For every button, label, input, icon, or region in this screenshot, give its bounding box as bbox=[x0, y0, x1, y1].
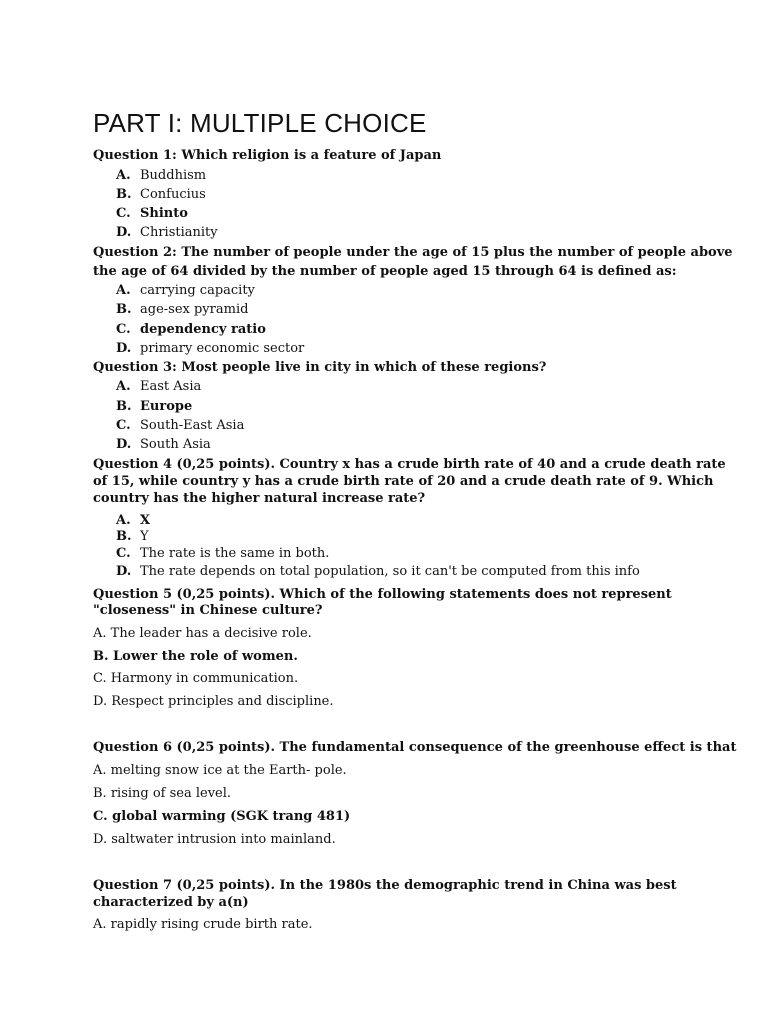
option-letter: D. bbox=[116, 564, 132, 579]
option-letter: C. bbox=[116, 418, 131, 433]
option-letter: C. bbox=[116, 322, 131, 337]
option-text: East Asia bbox=[140, 379, 202, 394]
option-letter: B. bbox=[116, 399, 132, 414]
question-4-line-1: Question 4 (0,25 points). Country x has a crude birth rate of 40 and a crude death rate bbox=[93, 457, 726, 472]
q5-option-b: B. Lower the role of women. bbox=[93, 649, 298, 664]
q1-option-d bbox=[116, 224, 218, 241]
option-text: primary economic sector bbox=[140, 341, 305, 356]
q6-option-b: B. rising of sea level. bbox=[93, 786, 232, 801]
q6-option-d: D. saltwater intrusion into mainland. bbox=[93, 832, 336, 847]
question-3-text: Question 3: Most people live in city in which of these regions? bbox=[93, 360, 547, 375]
question-4-line-3: country has the higher natural increase rate? bbox=[93, 491, 426, 506]
option-letter: A. bbox=[116, 379, 131, 394]
q2-option-a bbox=[116, 282, 255, 299]
q1-option-c bbox=[116, 205, 188, 222]
option-letter: B. bbox=[116, 187, 132, 202]
q3-option-b bbox=[116, 398, 192, 415]
question-4-line-2: of 15, while country y has a crude birth rate of 20 and a crude death rate of 9. Which bbox=[93, 474, 714, 489]
q5-option-d: D. Respect principles and discipline. bbox=[93, 694, 334, 709]
q6-option-a: A. melting snow ice at the Earth- pole. bbox=[93, 763, 347, 778]
option-letter: B. bbox=[116, 529, 132, 544]
option-text: dependency ratio bbox=[140, 322, 266, 337]
q6-option-c: C. global warming (SGK trang 481) bbox=[93, 809, 351, 824]
q2-option-b bbox=[116, 301, 248, 318]
option-letter: C. bbox=[116, 546, 131, 561]
question-6-text: Question 6 (0,25 points). The fundamental consequence of the greenhouse effect is that bbox=[93, 740, 737, 755]
option-letter: D. bbox=[116, 225, 132, 240]
q4-option-a bbox=[116, 512, 150, 529]
q4-option-c bbox=[116, 545, 329, 562]
option-text: carrying capacity bbox=[140, 283, 255, 298]
option-letter: A. bbox=[116, 168, 131, 183]
q2-option-c bbox=[116, 321, 266, 338]
q2-option-d bbox=[116, 340, 304, 357]
option-letter: A. bbox=[116, 283, 131, 298]
question-1-text: Question 1: Which religion is a feature of Japan bbox=[93, 148, 442, 163]
q5-option-a: A. The leader has a decisive role. bbox=[93, 626, 312, 641]
question-5-line-1: Question 5 (0,25 points). Which of the following statements does not represent bbox=[93, 587, 672, 602]
question-7-line-1: Question 7 (0,25 points). In the 1980s the demographic trend in China was best bbox=[93, 878, 677, 893]
q3-option-c bbox=[116, 417, 244, 434]
q4-option-d bbox=[116, 563, 640, 580]
q3-option-a bbox=[116, 378, 201, 395]
option-text: Y bbox=[140, 529, 149, 544]
option-letter: D. bbox=[116, 341, 132, 356]
option-text: Shinto bbox=[140, 206, 188, 221]
option-letter: C. bbox=[116, 206, 131, 221]
option-text: X bbox=[140, 513, 151, 528]
option-letter: D. bbox=[116, 437, 132, 452]
page-title: PART I: MULTIPLE CHOICE bbox=[93, 108, 427, 138]
q1-option-b bbox=[116, 186, 206, 203]
option-text: Buddhism bbox=[140, 168, 207, 183]
q5-option-c: C. Harmony in communication. bbox=[93, 671, 299, 686]
option-text: South Asia bbox=[140, 437, 211, 452]
option-text: The rate depends on total population, so it can't be computed from this info bbox=[140, 564, 640, 579]
option-text: The rate is the same in both. bbox=[140, 546, 330, 561]
option-letter: A. bbox=[116, 513, 131, 528]
q1-option-a bbox=[116, 167, 206, 184]
q7-option-a: A. rapidly rising crude birth rate. bbox=[93, 917, 313, 932]
q3-option-d bbox=[116, 436, 211, 453]
question-2-line-2: the age of 64 divided by the number of people aged 15 through 64 is defined as: bbox=[93, 264, 677, 279]
option-text: Confucius bbox=[140, 187, 206, 202]
question-5-line-2: "closeness" in Chinese culture? bbox=[93, 603, 323, 618]
option-text: Christianity bbox=[140, 225, 218, 240]
option-text: South-East Asia bbox=[140, 418, 245, 433]
q4-option-b bbox=[116, 528, 149, 545]
option-text: age-sex pyramid bbox=[140, 302, 249, 317]
question-2-line-1: Question 2: The number of people under the age of 15 plus the number of people above bbox=[93, 245, 733, 260]
question-7-line-2: characterized by a(n) bbox=[93, 895, 249, 910]
option-text: Europe bbox=[140, 399, 193, 414]
option-letter: B. bbox=[116, 302, 132, 317]
